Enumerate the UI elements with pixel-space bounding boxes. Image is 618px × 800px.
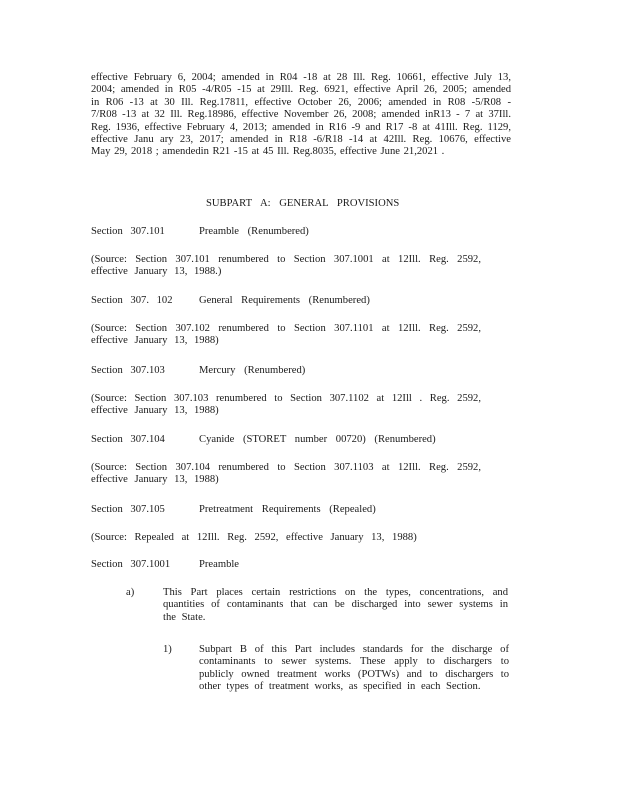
source-line: (Source: Section 307.103 renumbered to Section 307.1102 at 12Ill . Reg. 2592, bbox=[91, 393, 481, 404]
section-title: Mercury (Renumbered) bbox=[199, 365, 306, 376]
section-heading bbox=[91, 365, 305, 377]
source-note bbox=[91, 462, 481, 487]
history-line: effective February 6, 2004; amended in R04 -18 at 28 Ill. Reg. 10661, effective July 13, bbox=[91, 72, 511, 83]
section-heading bbox=[91, 559, 239, 571]
source-note bbox=[91, 254, 481, 279]
section-number: Section 307.103 bbox=[91, 365, 165, 376]
history-note bbox=[91, 72, 511, 159]
source-note bbox=[91, 323, 481, 348]
source-line: effective January 13, 1988.) bbox=[91, 266, 222, 278]
paragraph-label: a) bbox=[126, 587, 135, 598]
history-line: May 29, 2018 ; amendedin R21 -15 at 45 Ill. Reg.8035, effective June 21,2021 . bbox=[91, 146, 445, 158]
paragraph-label: 1) bbox=[163, 644, 172, 655]
source-line: effective January 13, 1988) bbox=[91, 405, 219, 417]
source-line: effective January 13, 1988) bbox=[91, 474, 219, 486]
source-line: (Source: Section 307.101 renumbered to Section 307.1001 at 12Ill. Reg. 2592, bbox=[91, 254, 481, 265]
section-title: Preamble (Renumbered) bbox=[199, 226, 309, 237]
section-number: Section 307.101 bbox=[91, 226, 165, 237]
section-heading bbox=[91, 434, 436, 446]
section-heading bbox=[91, 295, 370, 307]
section-number: Section 307. 102 bbox=[91, 295, 173, 306]
section-title: Preamble bbox=[199, 559, 240, 570]
source-line: (Source: Section 307.102 renumbered to Section 307.1101 at 12Ill. Reg. 2592, bbox=[91, 323, 481, 334]
source-line: (Source: Repealed at 12Ill. Reg. 2592, effective January 13, 1988) bbox=[91, 532, 417, 543]
section-title: General Requirements (Renumbered) bbox=[199, 295, 370, 306]
section-number: Section 307.104 bbox=[91, 434, 165, 445]
paragraph-text: This Part places certain restrictions on the types, concentrations, and quantities of contaminants that can be discharged into sewer systems in the State. bbox=[163, 587, 508, 623]
history-line: 2004; amended in R05 -4/R05 -15 at 29Ill. Reg. 6921, effective April 26, 2005; amended bbox=[91, 84, 511, 96]
source-line: (Source: Section 307.104 renumbered to Section 307.1103 at 12Ill. Reg. 2592, bbox=[91, 462, 481, 473]
section-title: Pretreatment Requirements (Repealed) bbox=[199, 504, 376, 515]
history-line: 7/R08 -13 at 32 Ill. Reg.18986, effective November 26, 2008; amended inR13 - 7 at 37Ill. bbox=[91, 109, 511, 121]
history-line: in R06 -13 at 30 Ill. Reg.17811, effective October 26, 2006; amended in R08 -5/R08 - bbox=[91, 96, 511, 108]
paragraph-text: Subpart B of this Part includes standards for the discharge of contaminants to sewer systems. These apply to dischargers to publicly owned treatment works (POTWs) and to dischargers to other types of treatment works, as specified in each Section. bbox=[199, 644, 509, 693]
source-line: effective January 13, 1988) bbox=[91, 335, 219, 347]
paragraph-1 bbox=[163, 644, 523, 704]
source-note bbox=[91, 532, 417, 544]
subpart-heading: SUBPART A: GENERAL PROVISIONS bbox=[206, 198, 400, 209]
section-number: Section 307.105 bbox=[91, 504, 165, 515]
section-heading bbox=[91, 504, 376, 516]
history-line: Reg. 1936, effective February 4, 2013; amended in R16 -9 and R17 -8 at 41Ill. Reg. 1129, bbox=[91, 121, 511, 133]
paragraph-a bbox=[126, 587, 516, 627]
section-number: Section 307.1001 bbox=[91, 559, 171, 570]
history-line: effective Janu ary 23, 2017; amended in R18 -6/R18 -14 at 42Ill. Reg. 10676, effective bbox=[91, 134, 511, 146]
section-title: Cyanide (STORET number 00720) (Renumbered) bbox=[199, 434, 436, 445]
source-note bbox=[91, 393, 481, 418]
section-heading bbox=[91, 226, 309, 238]
